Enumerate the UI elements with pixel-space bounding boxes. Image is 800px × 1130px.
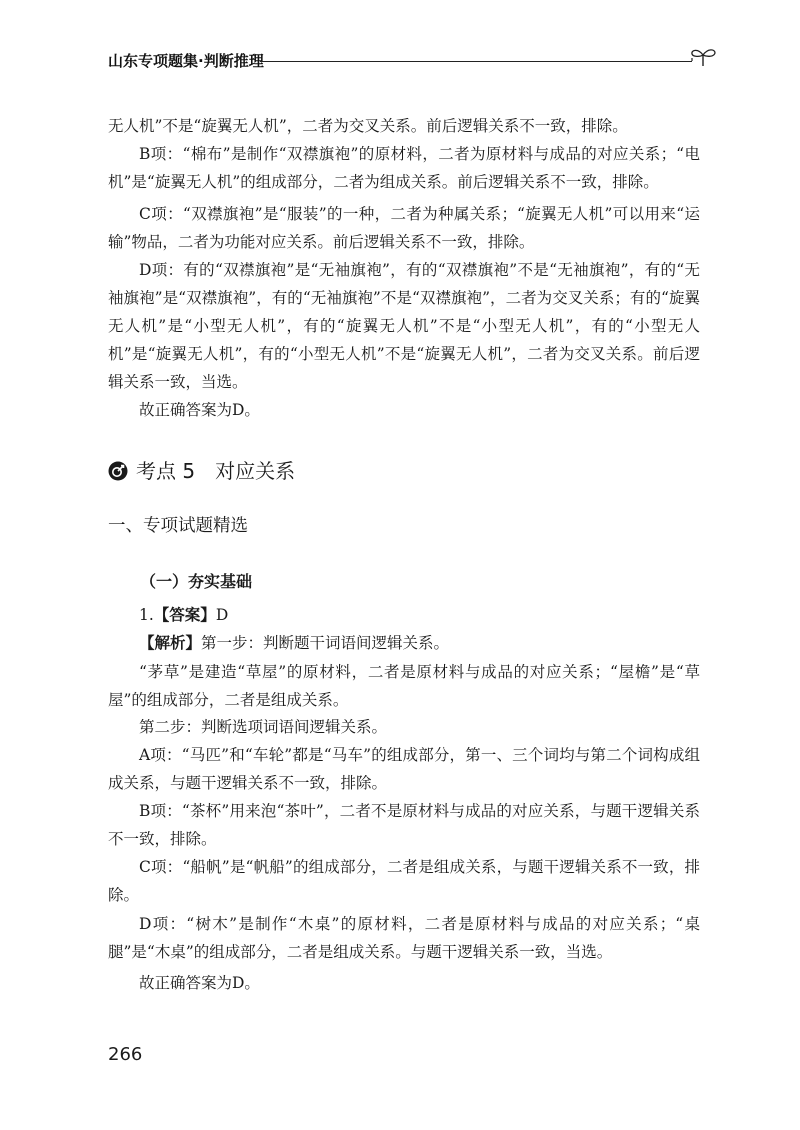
running-header	[108, 44, 720, 74]
analysis-step-1-text: 第一步：判断题干词语间逻辑关系。	[201, 634, 450, 652]
answer-line	[108, 601, 700, 629]
answer-value: D	[215, 606, 229, 624]
paragraph-stem: “茅草”是建造“草屋”的原材料，二者是原材料与成品的对应关系；“屋檐”是“草屋”的组成部分，二者是组成关系。	[108, 663, 700, 709]
paragraph-option-b: B项：“棉布”是制作“双襟旗袍”的原材料，二者为原材料与成品的对应关系；“电机”是“旋翼无人机”的组成部分，二者为组成关系。前后逻辑关系不一致，排除。	[108, 145, 700, 191]
paragraph-option-c-2: C项：“船帆”是“帆船”的组成部分，二者是组成关系，与题干逻辑关系不一致，排除。	[108, 858, 700, 904]
header-rule	[260, 61, 692, 62]
paragraph-option-d-2: D项：“树木”是制作“木桌”的原材料，二者是原材料与成品的对应关系；“桌腿”是“木桌”的组成部分，二者是组成关系。与题干逻辑关系一致，当选。	[108, 915, 700, 961]
sprout-icon	[688, 44, 718, 70]
paragraph-final-answer: 故正确答案为D。	[139, 974, 260, 992]
paragraph-conclusion: 故正确答案为D。	[139, 401, 260, 419]
analysis-step-1	[108, 629, 700, 657]
answer-label: 【答案】	[153, 605, 216, 624]
section-heading: 一、专项试题精选	[108, 516, 248, 536]
paragraph-option-d: D项：有的“双襟旗袍”是“无袖旗袍”，有的“双襟旗袍”不是“无袖旗袍”，有的“无袖旗袍”是“双襟旗袍”，有的“无袖旗袍”不是“双襟旗袍”，二者为交叉关系；有的“旋翼无人机”是“小型无人机”，有的“旋翼无人机”不是“小型无人机”，有的“小型无人机”是“旋翼无人机”，有的“小型无人机”不是“旋翼无人机”，二者为交叉关系。前后逻辑关系一致，当选。	[108, 261, 700, 391]
target-icon	[108, 461, 128, 481]
header-title: 山东专项题集·判断推理	[108, 52, 264, 70]
paragraph-option-a: A项：“马匹”和“车轮”都是“马车”的组成部分，第一、三个词均与第二个词构成组成关系，与题干逻辑关系不一致，排除。	[108, 746, 700, 792]
kaodian-title	[108, 455, 295, 484]
paragraph-option-b-2: B项：“茶杯”用来泡“茶叶”，二者不是原材料与成品的对应关系，与题干逻辑关系不一致，排除。	[108, 802, 700, 848]
analysis-step-2: 第二步：判断选项词语间逻辑关系。	[139, 718, 388, 736]
subsection-heading: （一）夯实基础	[140, 572, 253, 591]
kaodian-title-text: 考点 5 对应关系	[136, 459, 296, 483]
analysis-label: 【解析】	[139, 633, 202, 652]
paragraph-option-c: C项：“双襟旗袍”是“服装”的一种，二者为种属关系；“旋翼无人机”可以用来“运输”物品，二者为功能对应关系。前后逻辑关系不一致，排除。	[108, 205, 700, 251]
question-number: 1.	[139, 606, 154, 624]
page-number: 266	[108, 1044, 143, 1065]
paragraph-continuation: 无人机”不是“旋翼无人机”，二者为交叉关系。前后逻辑关系不一致，排除。	[108, 117, 628, 135]
